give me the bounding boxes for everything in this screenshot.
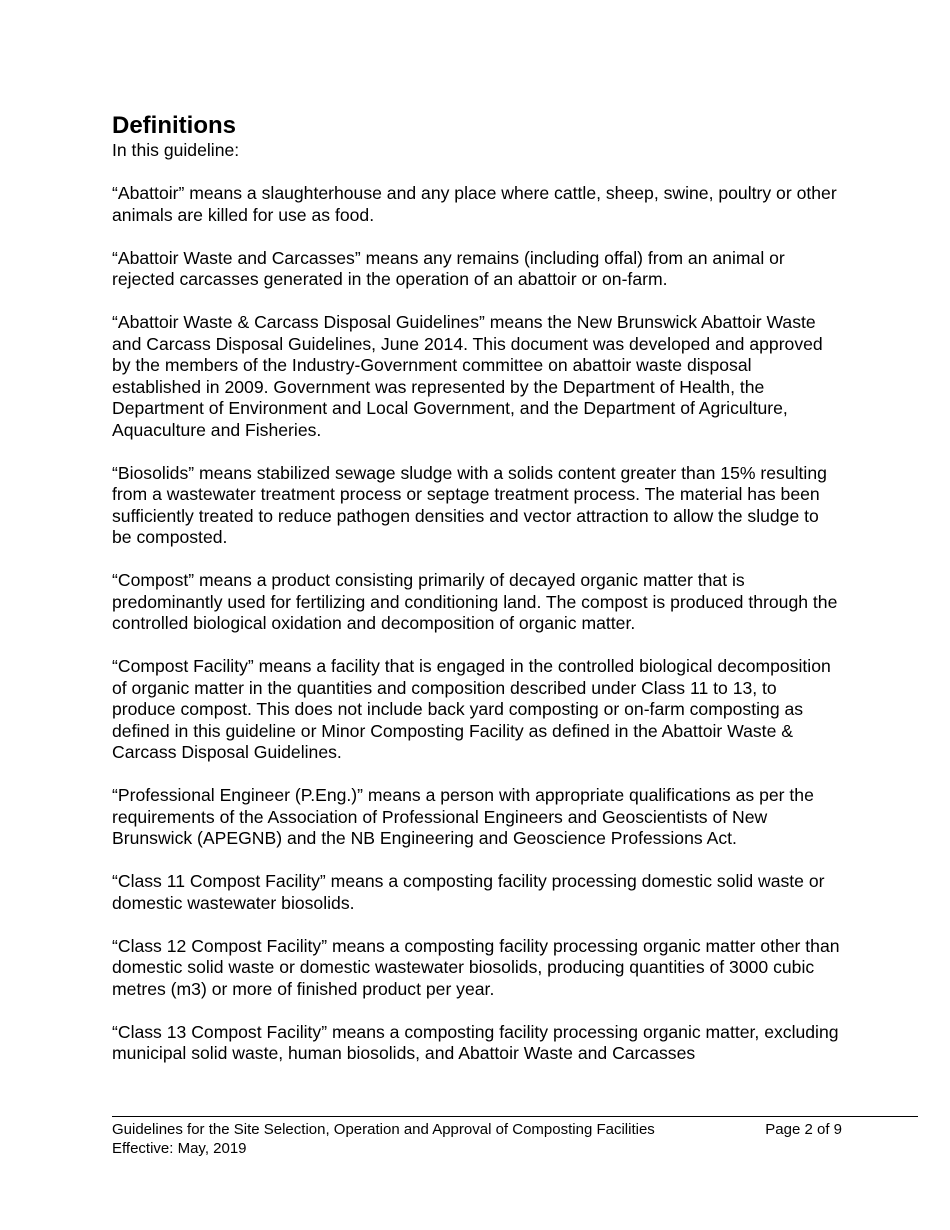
definition-abattoir: “Abattoir” means a slaughterhouse and any place where cattle, sheep, swine, poultry or other animals are killed for use as food. [112, 183, 837, 225]
section-heading: Definitions [112, 112, 236, 139]
document-body [112, 112, 842, 1086]
footer-page-number: Page 2 of 9 [765, 1121, 842, 1138]
definition-class-12: “Class 12 Compost Facility” means a composting facility processing organic matter other than domestic solid waste or domestic wastewater biosolids, producing quantities of 3000 cubic metres (m3) or more of finished product per year. [112, 935, 840, 999]
footer-top-row [112, 1120, 842, 1139]
definition-biosolids: “Biosolids” means stabilized sewage sludge with a solids content greater than 15% resulting from a wastewater treatment process or septage treatment process. The material has been sufficiently treated to reduce pathogen densities and vector attraction to allow the sludge to be composted. [112, 462, 827, 547]
definition-compost-facility: “Compost Facility” means a facility that is engaged in the controlled biological decomposition of organic matter in the quantities and composition described under Class 11 to 13, to produce compost. This does not include back yard composting or on-farm composting as defined in this guideline or Minor Composting Facility as defined in the Abattoir Waste & Carcass Disposal Guidelines. [112, 656, 831, 762]
definition-disposal-guidelines: “Abattoir Waste & Carcass Disposal Guidelines” means the New Brunswick Abattoir Waste and Carcass Disposal Guidelines, June 2014. This document was developed and approved by the members of the Industry-Government committee on abattoir waste disposal established in 2009. Government was represented by the Department of Health, the Department of Environment and Local Government, and the Department of Agriculture, Aquaculture and Fisheries. [112, 312, 823, 440]
footer-document-title: Guidelines for the Site Selection, Operation and Approval of Composting Facilities [112, 1121, 655, 1138]
definition-class-13: “Class 13 Compost Facility” means a composting facility processing organic matter, excluding municipal solid waste, human biosolids, and Abattoir Waste and Carcasses [112, 1021, 839, 1063]
footer-divider [112, 1116, 918, 1117]
page-footer [112, 1120, 842, 1158]
footer-effective-date: Effective: May, 2019 [112, 1140, 247, 1157]
intro-text: In this guideline: [112, 140, 240, 160]
definition-professional-engineer: “Professional Engineer (P.Eng.)” means a person with appropriate qualifications as per the requirements of the Association of Professional Engineers and Geoscientists of New Brunswick (APEGNB) and the NB Engineering and Geoscience Professions Act. [112, 785, 814, 848]
definition-compost: “Compost” means a product consisting primarily of decayed organic matter that is predominantly used for fertilizing and conditioning land. The compost is produced through the controlled biological oxidation and decomposition of organic matter. [112, 570, 838, 633]
definition-abattoir-waste: “Abattoir Waste and Carcasses” means any remains (including offal) from an animal or rejected carcasses generated in the operation of an abattoir or on-farm. [112, 247, 785, 289]
definition-class-11: “Class 11 Compost Facility” means a composting facility processing domestic solid waste or domestic wastewater biosolids. [112, 871, 825, 913]
